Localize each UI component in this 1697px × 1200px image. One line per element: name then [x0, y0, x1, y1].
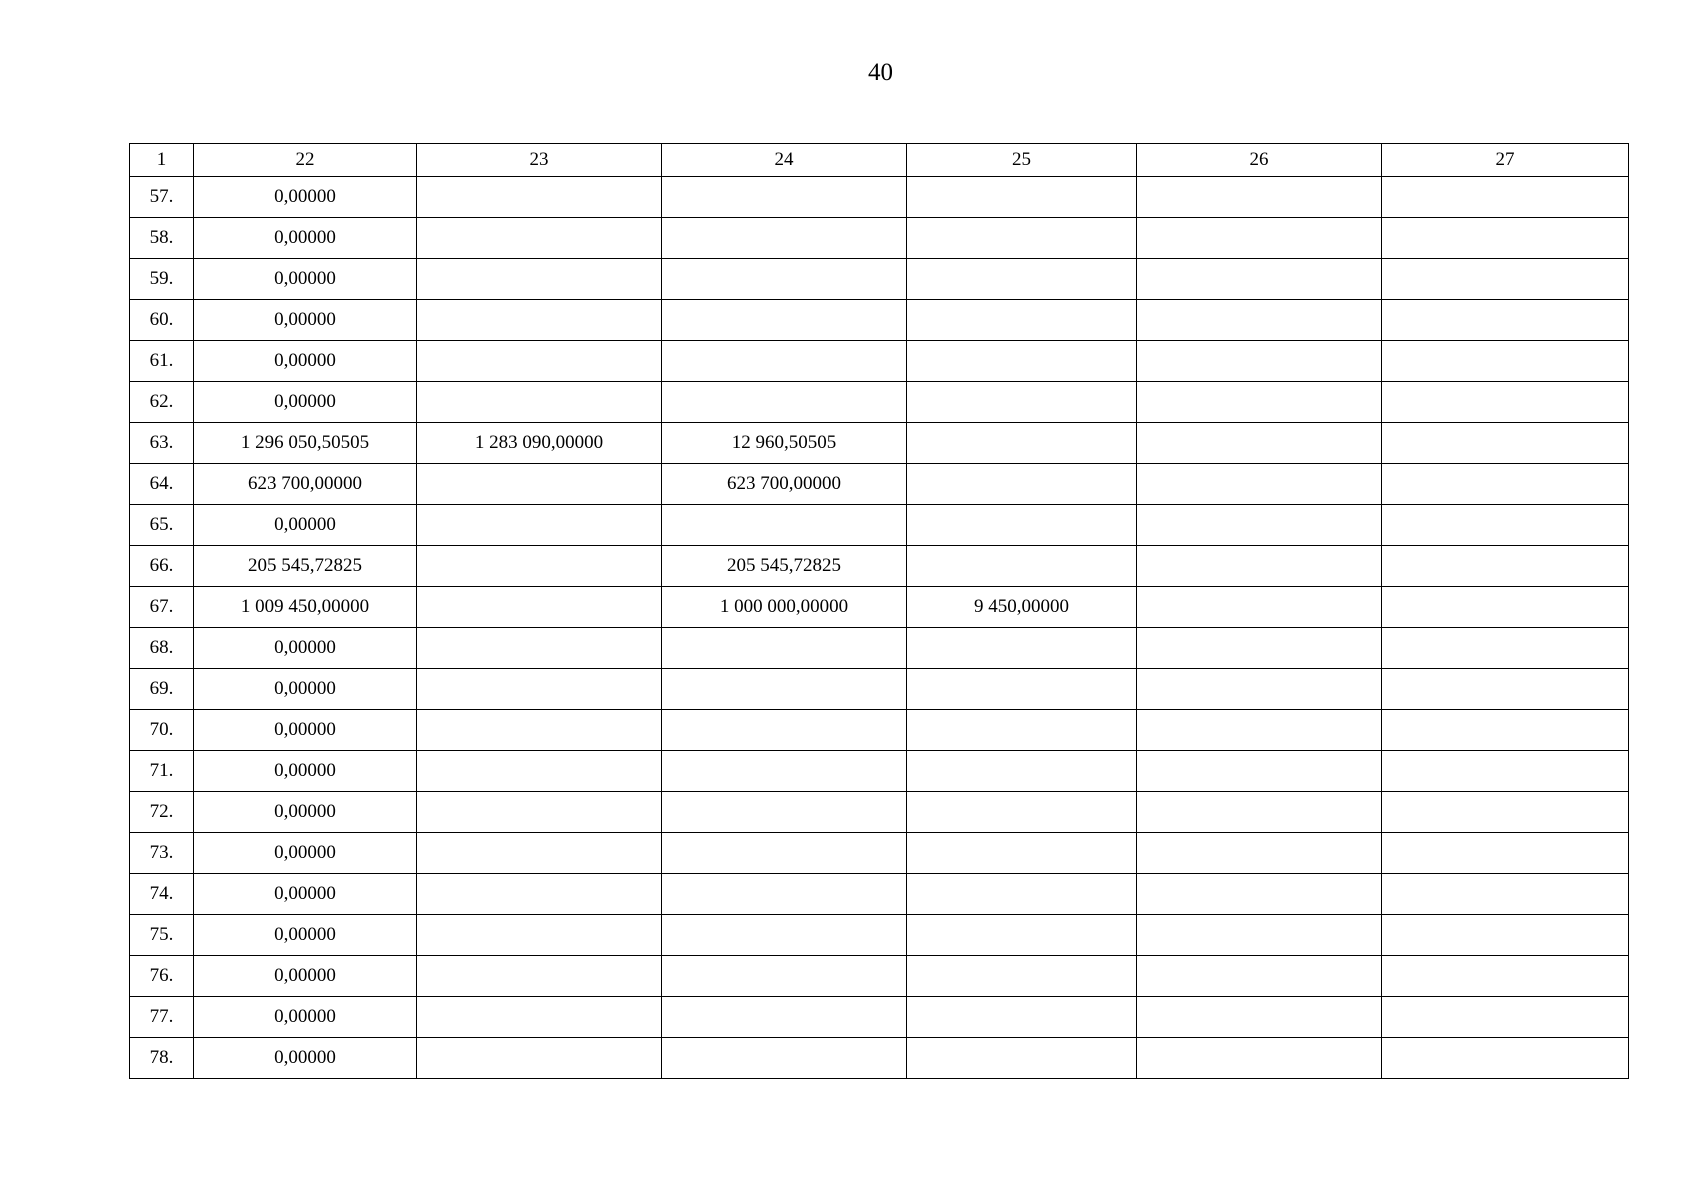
table-cell [417, 628, 662, 669]
table-cell [1382, 464, 1629, 505]
table-cell [1137, 997, 1382, 1038]
table-cell: 0,00000 [194, 177, 417, 218]
table-cell [907, 997, 1137, 1038]
table-cell [1382, 833, 1629, 874]
row-number-cell: 76. [130, 956, 194, 997]
table-cell: 0,00000 [194, 956, 417, 997]
table-cell [1382, 300, 1629, 341]
table-cell [1382, 915, 1629, 956]
table-cell: 0,00000 [194, 505, 417, 546]
table-cell [907, 505, 1137, 546]
table-cell [1137, 546, 1382, 587]
table-cell [417, 259, 662, 300]
row-number-cell: 77. [130, 997, 194, 1038]
table-cell [662, 628, 907, 669]
table-cell [417, 710, 662, 751]
table-cell: 0,00000 [194, 218, 417, 259]
row-number-cell: 60. [130, 300, 194, 341]
row-number-cell: 65. [130, 505, 194, 546]
table-cell [662, 1038, 907, 1079]
table-cell [417, 382, 662, 423]
table-row [130, 956, 1629, 997]
table-row [130, 915, 1629, 956]
table-cell [1137, 218, 1382, 259]
row-number-cell: 78. [130, 1038, 194, 1079]
table-cell [907, 792, 1137, 833]
table-cell [1137, 341, 1382, 382]
header-cell: 26 [1137, 144, 1382, 177]
row-number-cell: 58. [130, 218, 194, 259]
table-row [130, 300, 1629, 341]
table-cell [1137, 874, 1382, 915]
table-row [130, 751, 1629, 792]
table-row [130, 628, 1629, 669]
table-cell: 0,00000 [194, 751, 417, 792]
table-cell [1382, 751, 1629, 792]
table-cell [1382, 382, 1629, 423]
table-cell [1382, 259, 1629, 300]
table-cell [1137, 833, 1382, 874]
table-cell [662, 874, 907, 915]
table-cell [907, 341, 1137, 382]
table-cell [1382, 792, 1629, 833]
table-cell [1137, 382, 1382, 423]
table-cell [907, 546, 1137, 587]
header-cell: 24 [662, 144, 907, 177]
table-cell [662, 997, 907, 1038]
table-cell [662, 669, 907, 710]
table-cell [1137, 751, 1382, 792]
table-cell [417, 997, 662, 1038]
table-cell [662, 710, 907, 751]
row-number-cell: 62. [130, 382, 194, 423]
table-cell [662, 505, 907, 546]
table-cell: 205 545,72825 [662, 546, 907, 587]
table-cell [1137, 177, 1382, 218]
table-cell [1137, 915, 1382, 956]
table-row [130, 833, 1629, 874]
table-row [130, 874, 1629, 915]
table-cell: 1 283 090,00000 [417, 423, 662, 464]
table-cell [1137, 423, 1382, 464]
table-cell: 0,00000 [194, 710, 417, 751]
table-cell [662, 300, 907, 341]
table-cell [907, 628, 1137, 669]
table-cell [907, 710, 1137, 751]
table-body [130, 144, 1629, 1079]
table-cell [1137, 505, 1382, 546]
table-cell [417, 218, 662, 259]
table-cell: 0,00000 [194, 341, 417, 382]
table-cell [1137, 259, 1382, 300]
table-row [130, 464, 1629, 505]
table-cell [662, 177, 907, 218]
table-cell: 623 700,00000 [194, 464, 417, 505]
table-cell [662, 833, 907, 874]
table-cell [1382, 341, 1629, 382]
table-cell [1382, 669, 1629, 710]
table-cell [662, 956, 907, 997]
table-cell [907, 218, 1137, 259]
table-cell [1137, 464, 1382, 505]
row-number-cell: 68. [130, 628, 194, 669]
row-number-cell: 66. [130, 546, 194, 587]
table-cell [417, 915, 662, 956]
table-cell [907, 669, 1137, 710]
table-cell [1382, 710, 1629, 751]
table-row [130, 341, 1629, 382]
row-number-cell: 57. [130, 177, 194, 218]
table-cell [1137, 956, 1382, 997]
table-cell: 9 450,00000 [907, 587, 1137, 628]
row-number-cell: 59. [130, 259, 194, 300]
table-cell [1382, 997, 1629, 1038]
table-row [130, 218, 1629, 259]
table-cell [1137, 587, 1382, 628]
table-cell: 1 009 450,00000 [194, 587, 417, 628]
table-cell [1382, 505, 1629, 546]
table-row [130, 546, 1629, 587]
table-cell [1382, 628, 1629, 669]
table-cell [1382, 177, 1629, 218]
table-row [130, 177, 1629, 218]
table-row [130, 1038, 1629, 1079]
table-cell: 0,00000 [194, 833, 417, 874]
table-cell [907, 382, 1137, 423]
table-cell [417, 587, 662, 628]
row-number-cell: 63. [130, 423, 194, 464]
table-cell [1137, 628, 1382, 669]
table-cell [662, 751, 907, 792]
table-cell [417, 751, 662, 792]
table-cell [907, 874, 1137, 915]
table-cell [1382, 587, 1629, 628]
table-cell [417, 341, 662, 382]
table-cell [907, 833, 1137, 874]
table-cell [417, 300, 662, 341]
table-cell [907, 915, 1137, 956]
row-number-cell: 71. [130, 751, 194, 792]
table-row [130, 382, 1629, 423]
table-cell [907, 177, 1137, 218]
header-cell: 25 [907, 144, 1137, 177]
page-number: 40 [868, 59, 893, 86]
header-cell: 27 [1382, 144, 1629, 177]
table-cell [417, 546, 662, 587]
table-cell: 0,00000 [194, 628, 417, 669]
table-cell [662, 341, 907, 382]
row-number-cell: 64. [130, 464, 194, 505]
row-number-cell: 69. [130, 669, 194, 710]
table-cell [662, 792, 907, 833]
table-cell [907, 300, 1137, 341]
table-cell: 0,00000 [194, 792, 417, 833]
table-cell: 1 000 000,00000 [662, 587, 907, 628]
table-cell [907, 259, 1137, 300]
table-cell [1137, 710, 1382, 751]
table-cell [907, 423, 1137, 464]
table-cell: 0,00000 [194, 300, 417, 341]
table-cell [1137, 300, 1382, 341]
table-cell: 0,00000 [194, 382, 417, 423]
table-cell: 12 960,50505 [662, 423, 907, 464]
row-number-cell: 72. [130, 792, 194, 833]
table-cell [1137, 669, 1382, 710]
table-cell [907, 956, 1137, 997]
table-cell [417, 1038, 662, 1079]
table-row [130, 423, 1629, 464]
table-cell: 0,00000 [194, 915, 417, 956]
table-cell: 0,00000 [194, 259, 417, 300]
table-row [130, 669, 1629, 710]
table-row [130, 505, 1629, 546]
row-number-cell: 70. [130, 710, 194, 751]
table-row [130, 792, 1629, 833]
table-cell [1382, 218, 1629, 259]
table-cell: 0,00000 [194, 997, 417, 1038]
row-number-cell: 67. [130, 587, 194, 628]
table-cell [1382, 1038, 1629, 1079]
table-cell [417, 464, 662, 505]
row-number-cell: 74. [130, 874, 194, 915]
table-cell [662, 382, 907, 423]
table-cell [1382, 956, 1629, 997]
table-cell [417, 833, 662, 874]
table-cell [417, 792, 662, 833]
table-cell: 0,00000 [194, 669, 417, 710]
row-number-cell: 61. [130, 341, 194, 382]
table-cell: 1 296 050,50505 [194, 423, 417, 464]
table-row [130, 259, 1629, 300]
table-header-row [130, 144, 1629, 177]
table-cell [417, 177, 662, 218]
table-cell [662, 218, 907, 259]
table-cell [907, 751, 1137, 792]
table-cell [662, 915, 907, 956]
table-cell: 0,00000 [194, 874, 417, 915]
table-cell [1137, 792, 1382, 833]
table-cell: 0,00000 [194, 1038, 417, 1079]
table-cell [417, 669, 662, 710]
row-number-cell: 73. [130, 833, 194, 874]
table-cell [417, 874, 662, 915]
table-cell: 205 545,72825 [194, 546, 417, 587]
row-number-cell: 75. [130, 915, 194, 956]
table-cell [907, 464, 1137, 505]
table-cell: 623 700,00000 [662, 464, 907, 505]
table-cell [1137, 1038, 1382, 1079]
table-cell [1382, 423, 1629, 464]
table-row [130, 710, 1629, 751]
table-cell [417, 505, 662, 546]
table-cell [417, 956, 662, 997]
table-row [130, 997, 1629, 1038]
header-cell: 23 [417, 144, 662, 177]
table-cell [907, 1038, 1137, 1079]
table-cell [1382, 874, 1629, 915]
table-cell [662, 259, 907, 300]
table-row [130, 587, 1629, 628]
table-cell [1382, 546, 1629, 587]
data-table [129, 143, 1629, 1079]
header-cell: 22 [194, 144, 417, 177]
header-cell: 1 [130, 144, 194, 177]
